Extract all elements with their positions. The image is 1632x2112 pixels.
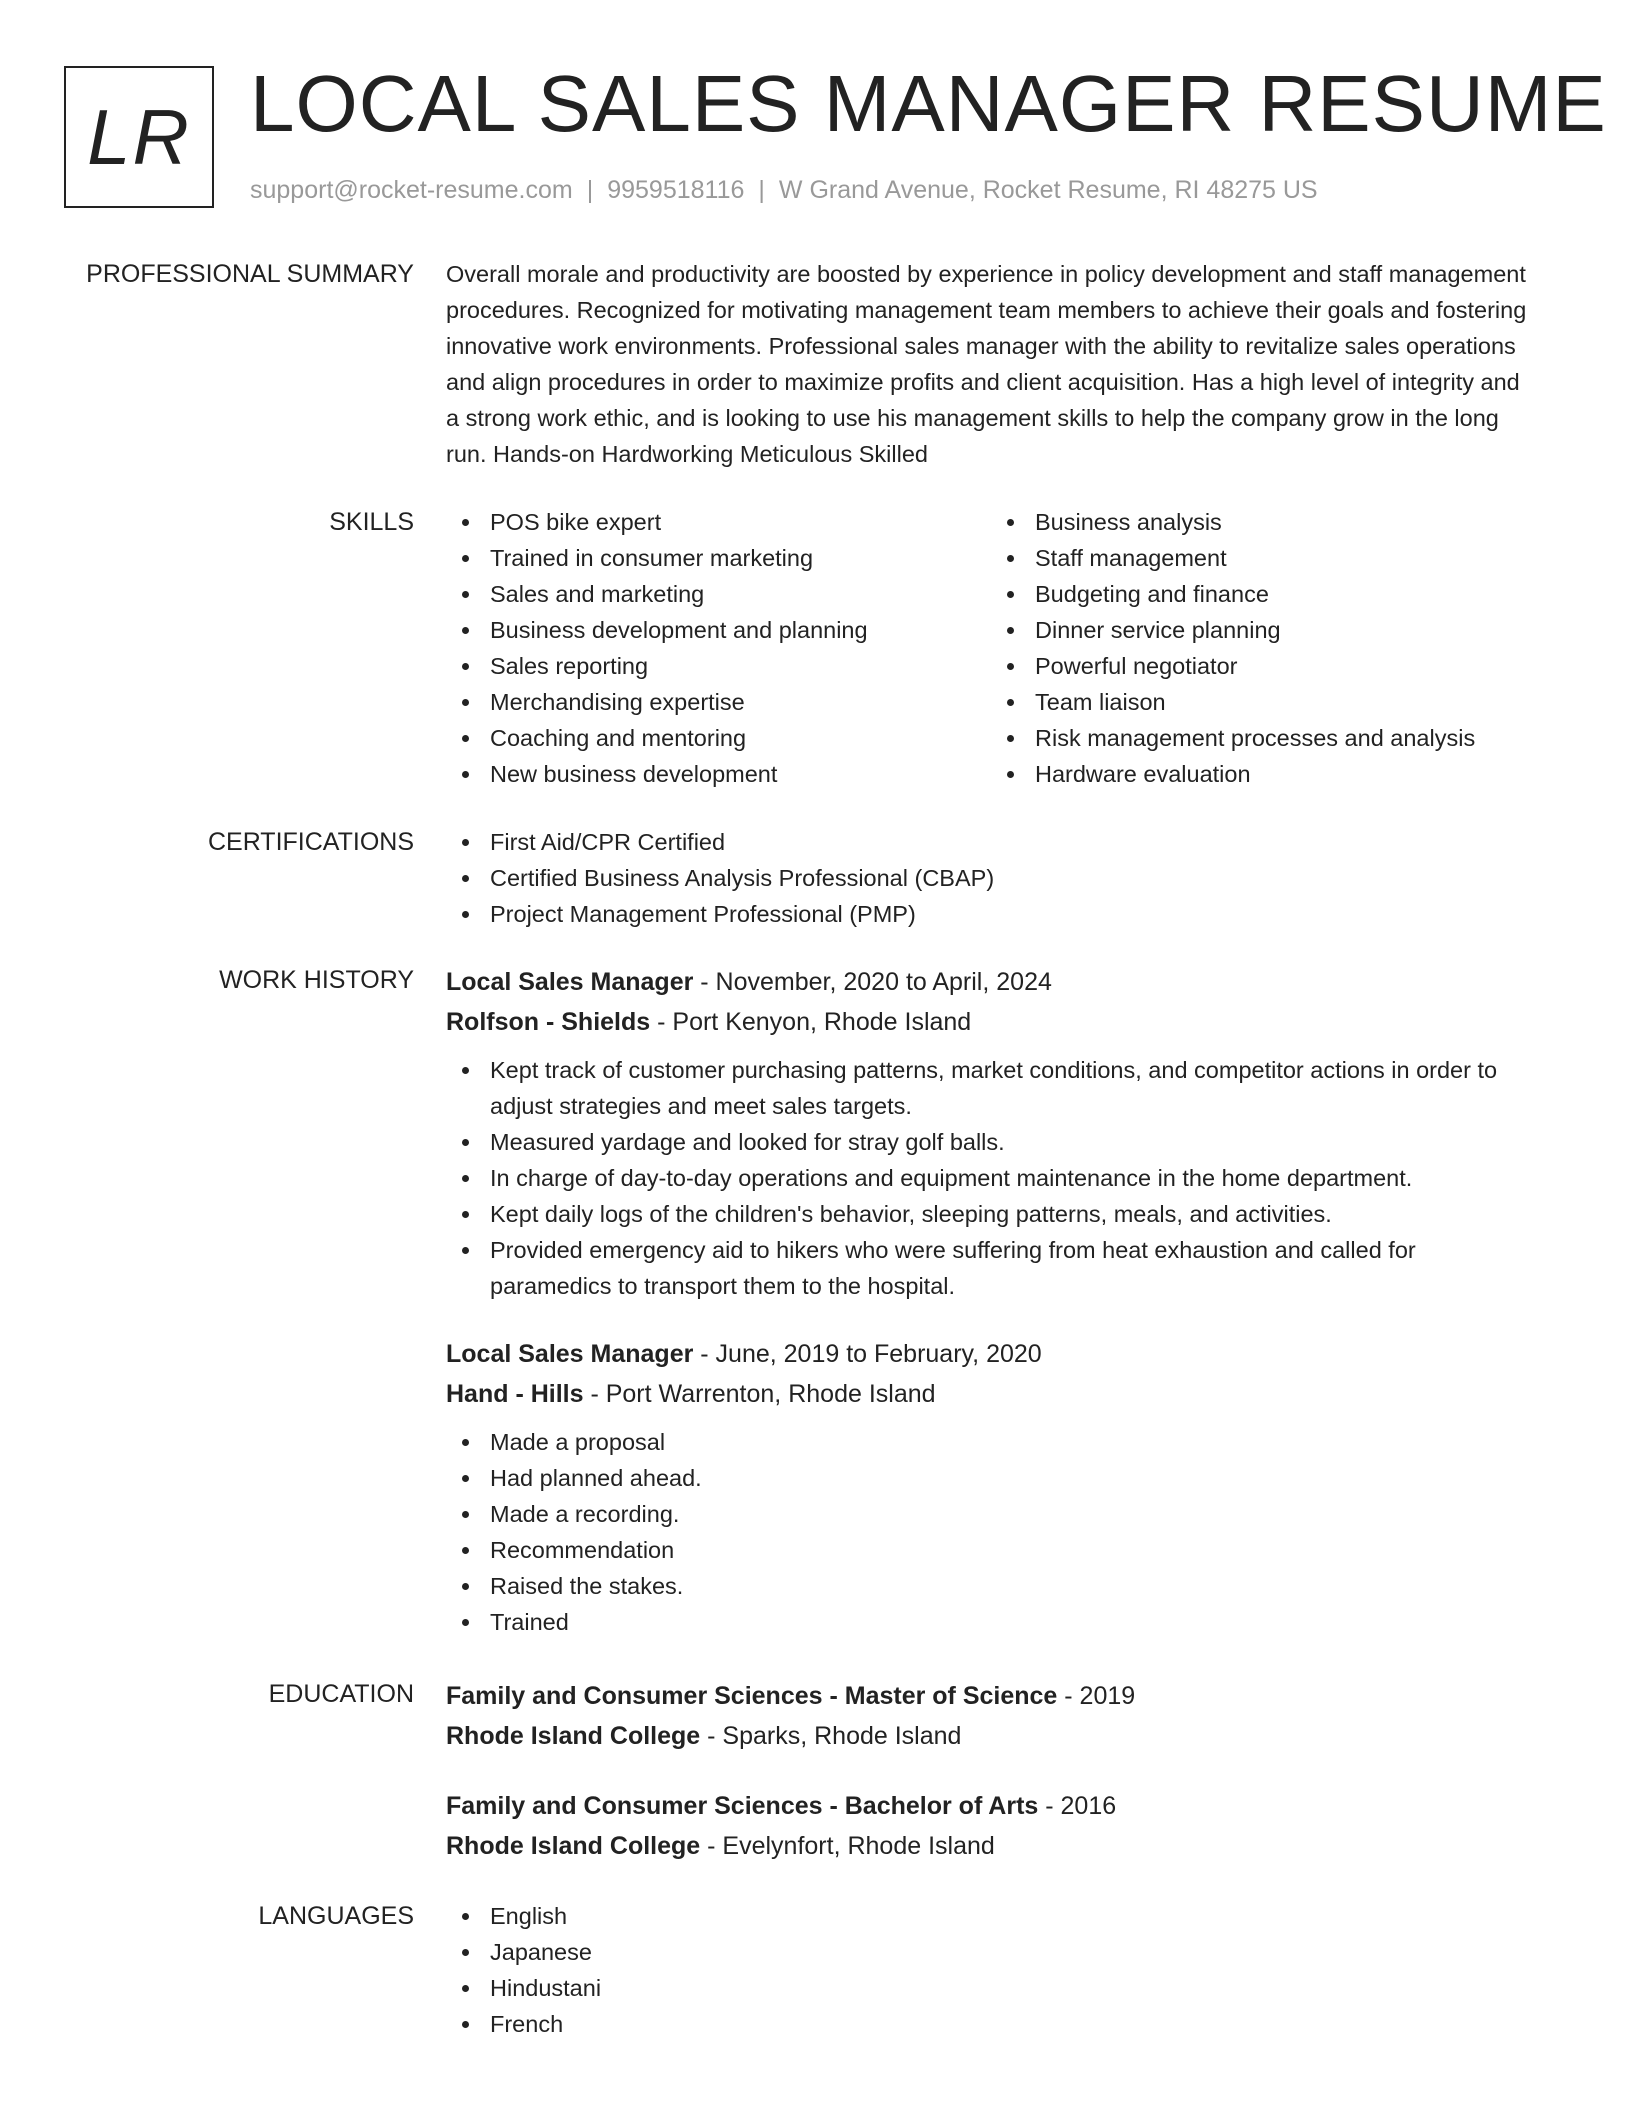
skills-columns bbox=[446, 504, 1536, 792]
list-item: Japanese bbox=[446, 1934, 1536, 1970]
list-item: Hardware evaluation bbox=[991, 756, 1536, 792]
list-item: First Aid/CPR Certified bbox=[446, 824, 1536, 860]
job-entry bbox=[446, 1334, 1536, 1640]
contact-address: W Grand Avenue, Rocket Resume, RI 48275 US bbox=[778, 176, 1318, 204]
job-company-line bbox=[446, 1374, 1536, 1414]
list-item: In charge of day-to-day operations and equipment maintenance in the home department. bbox=[446, 1160, 1536, 1196]
section-label-summary: PROFESSIONAL SUMMARY bbox=[86, 260, 414, 288]
list-item: Dinner service planning bbox=[991, 612, 1536, 648]
section-label-languages: LANGUAGES bbox=[258, 1902, 414, 1930]
list-item: Kept track of customer purchasing patterns, market conditions, and competitor actions in order to adjust strategies and meet sales targets. bbox=[446, 1052, 1536, 1124]
list-item: Made a proposal bbox=[446, 1424, 1536, 1460]
job-title-line bbox=[446, 962, 1536, 1002]
list-item: Powerful negotiator bbox=[991, 648, 1536, 684]
job-location: - Port Kenyon, Rhode Island bbox=[650, 1008, 972, 1036]
certifications-content bbox=[446, 824, 1536, 932]
list-item: Merchandising expertise bbox=[446, 684, 991, 720]
job-title-line bbox=[446, 1334, 1536, 1374]
separator: | bbox=[586, 176, 594, 204]
job-company: Rolfson - Shields bbox=[446, 1008, 651, 1036]
list-item: Sales and marketing bbox=[446, 576, 991, 612]
list-item: Staff management bbox=[991, 540, 1536, 576]
education-degree-line bbox=[446, 1676, 1536, 1716]
job-dates: - November, 2020 to April, 2024 bbox=[693, 968, 1052, 996]
list-item: Sales reporting bbox=[446, 648, 991, 684]
list-item: Business analysis bbox=[991, 504, 1536, 540]
list-item: Project Management Professional (PMP) bbox=[446, 896, 1536, 932]
list-item: French bbox=[446, 2006, 1536, 2042]
resume-title: LOCAL SALES MANAGER RESUME bbox=[250, 59, 1607, 148]
contact-line bbox=[250, 174, 1318, 206]
contact-phone[interactable]: 9959518116 bbox=[607, 176, 745, 204]
education-year: - 2016 bbox=[1038, 1792, 1117, 1820]
job-company: Hand - Hills bbox=[446, 1380, 584, 1408]
list-item: English bbox=[446, 1898, 1536, 1934]
section-label-skills: SKILLS bbox=[329, 508, 414, 536]
list-item: Recommendation bbox=[446, 1532, 1536, 1568]
skills-list-right bbox=[991, 504, 1536, 792]
education-school: Rhode Island College bbox=[446, 1722, 701, 1750]
education-year: - 2019 bbox=[1057, 1682, 1136, 1710]
education-entry bbox=[446, 1676, 1536, 1756]
list-item: Trained bbox=[446, 1604, 1536, 1640]
list-item: Budgeting and finance bbox=[991, 576, 1536, 612]
languages-list bbox=[446, 1898, 1536, 2042]
list-item: Raised the stakes. bbox=[446, 1568, 1536, 1604]
education-degree: Family and Consumer Sciences - Bachelor of Arts bbox=[446, 1792, 1039, 1820]
education-location: - Sparks, Rhode Island bbox=[700, 1722, 962, 1750]
education-entry bbox=[446, 1786, 1536, 1866]
languages-content bbox=[446, 1898, 1536, 2042]
education-school-line bbox=[446, 1826, 1536, 1866]
list-item: Hindustani bbox=[446, 1970, 1536, 2006]
section-label-work: WORK HISTORY bbox=[219, 966, 414, 994]
list-item: Kept daily logs of the children's behavior, sleeping patterns, meals, and activities. bbox=[446, 1196, 1536, 1232]
education-degree-line bbox=[446, 1786, 1536, 1826]
education-location: - Evelynfort, Rhode Island bbox=[700, 1832, 995, 1860]
list-item: Trained in consumer marketing bbox=[446, 540, 991, 576]
list-item: Coaching and mentoring bbox=[446, 720, 991, 756]
list-item: Business development and planning bbox=[446, 612, 991, 648]
job-entry bbox=[446, 962, 1536, 1304]
job-dates: - June, 2019 to February, 2020 bbox=[693, 1340, 1042, 1368]
list-item: Had planned ahead. bbox=[446, 1460, 1536, 1496]
list-item: Certified Business Analysis Professional (CBAP) bbox=[446, 860, 1536, 896]
job-bullets bbox=[446, 1424, 1536, 1640]
list-item: POS bike expert bbox=[446, 504, 991, 540]
section-label-certifications: CERTIFICATIONS bbox=[207, 828, 414, 856]
list-item: Measured yardage and looked for stray golf balls. bbox=[446, 1124, 1536, 1160]
education-degree: Family and Consumer Sciences - Master of Science bbox=[446, 1682, 1058, 1710]
separator: | bbox=[758, 176, 765, 204]
list-item: Made a recording. bbox=[446, 1496, 1536, 1532]
contact-email[interactable]: support@rocket-resume.com bbox=[250, 176, 573, 204]
list-item: Provided emergency aid to hikers who were suffering from heat exhaustion and called for paramedics to transport them to the hospital. bbox=[446, 1232, 1536, 1304]
certifications-list bbox=[446, 824, 1536, 932]
education-school-line bbox=[446, 1716, 1536, 1756]
list-item: Team liaison bbox=[991, 684, 1536, 720]
job-title: Local Sales Manager bbox=[446, 1340, 694, 1368]
job-location: - Port Warrenton, Rhode Island bbox=[583, 1380, 936, 1408]
work-content bbox=[446, 962, 1536, 1640]
education-school: Rhode Island College bbox=[446, 1832, 701, 1860]
section-label-education: EDUCATION bbox=[268, 1680, 414, 1708]
job-company-line bbox=[446, 1002, 1536, 1042]
education-content bbox=[446, 1676, 1536, 1866]
job-bullets bbox=[446, 1052, 1536, 1304]
list-item: New business development bbox=[446, 756, 991, 792]
monogram-logo: LR bbox=[64, 66, 214, 208]
list-item: Risk management processes and analysis bbox=[991, 720, 1536, 756]
job-title: Local Sales Manager bbox=[446, 968, 694, 996]
summary-text: Overall morale and productivity are boosted by experience in policy development and staff management procedures. Recognized for motivating management team members to achieve their goals and fostering innovative work environments. Professional sales manager with the ability to revitalize sales operations and align procedures in order to maximize profits and client acquisition. Has a high level of integrity and a strong work ethic, and is looking to use his management skills to help the company grow in the long run. Hands-on Hardworking Meticulous Skilled bbox=[446, 261, 1527, 467]
skills-list-left bbox=[446, 504, 991, 792]
